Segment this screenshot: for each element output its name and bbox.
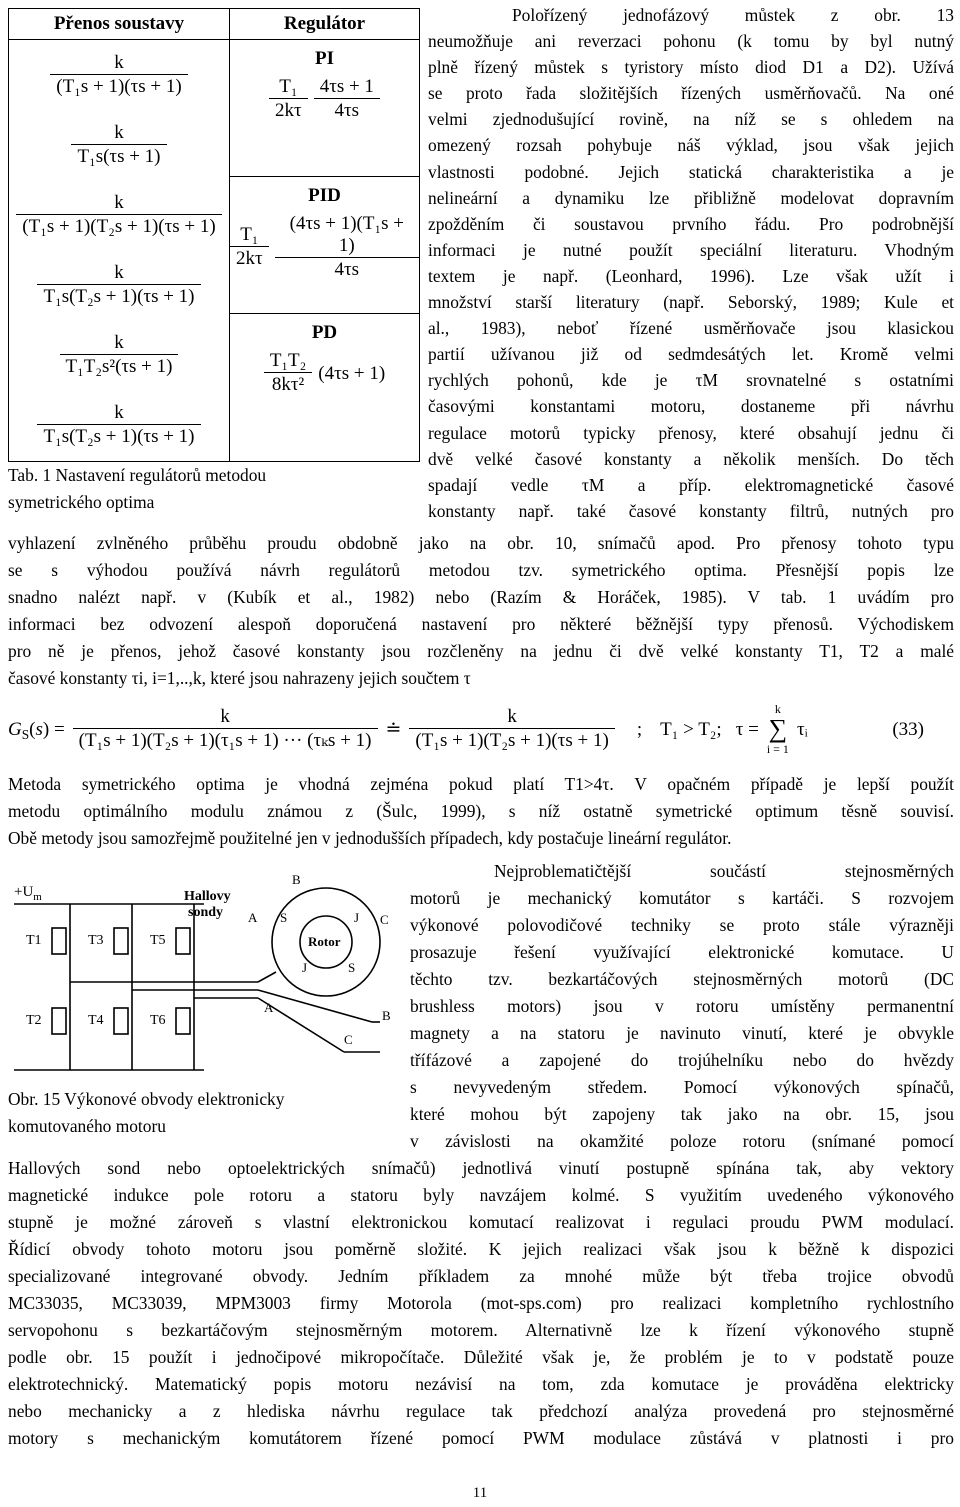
winding-label: C — [344, 1032, 353, 1047]
text-line: těchto tzv. bezkartáčových stejnosměrných motorů (DC — [410, 969, 954, 989]
paragraph-rectifiers — [428, 2, 954, 524]
fraction-num: k — [114, 332, 124, 354]
term-den: 4τs — [314, 98, 380, 123]
winding-label: A — [248, 910, 258, 925]
text-line: omezený rozsah pohybuje náš výklad, jsou však jejich — [428, 135, 954, 156]
text-line: s nevyvedeným středem. Pomocí výkonových spínačů, — [410, 1077, 954, 1097]
text-line: brushless motors) jsou v rotoru umístěny permanentní — [410, 996, 954, 1016]
term-den: 4τs — [275, 257, 419, 282]
text-line: motorů je mechanický komutátor s kartáči. S rozvojem — [410, 888, 954, 908]
fraction-num: k — [114, 402, 124, 424]
text-line: v závislosti na okamžité poloze rotoru (snímané pomocí — [410, 1131, 954, 1151]
text-line: spadají vedle τM a příp. elektromagnetické časové — [428, 474, 954, 495]
fraction-den: T₁s(τs + 1) — [71, 144, 166, 169]
fraction-num: k — [507, 705, 517, 727]
coef-den: 8kτ² — [264, 372, 312, 397]
controller-name: PI — [315, 48, 334, 69]
paragraph-control — [8, 1155, 954, 1452]
text-line: elektrotechnický. Matematický popis motoru nezávisí na tom, zda komutace je prováděna elektricky — [8, 1374, 954, 1394]
text-line: časovými konstantami motoru, dostaneme při návrhu — [428, 396, 954, 417]
caption-line: symetrického optima — [8, 492, 155, 512]
text-line: nebo mechanicky a z hlediska návrhu regulace tak předchozí analýza provedená pro stejnosměrné — [8, 1401, 954, 1421]
text-line: dvě velké časové konstanty a několik menších. Do těch — [428, 448, 954, 469]
controller-formula — [230, 76, 419, 123]
text-line: se s výhodou používá návrh regulátorů metodou tzv. symetrického optima. Přesnější popis lze — [8, 560, 954, 580]
fraction-num: k — [114, 121, 124, 143]
coef-num: T₁T₂ — [269, 350, 307, 371]
text-line: snadno nalézt např. v (Kubík et al., 1982) nebo (Razím & Horáček, 1985). V tab. 1 uvádím pro — [8, 587, 954, 607]
condition-2: τ = — [735, 718, 759, 740]
winding-label: B — [292, 872, 301, 887]
table-caption — [8, 462, 418, 516]
text-line: prosazuje řešení využívající elektronické komutace. U — [410, 942, 954, 962]
text-line: magnetické indukce pole rotoru a statoru byly navzájem kolmé. S využitím uvedeného výkonového — [8, 1185, 954, 1205]
text-line: motory s mechanickým komutátorem řízené pomocí PWM modulace zůstává v platnosti i pro — [8, 1428, 954, 1448]
system-transfer-2 — [9, 122, 229, 169]
caption-line: komutovaného motoru — [8, 1116, 166, 1136]
system-transfer-3 — [9, 192, 229, 239]
winding-label: B — [382, 1008, 391, 1023]
sum-term: τᵢ — [796, 718, 808, 740]
figure-caption — [8, 1086, 398, 1140]
text-line: Obě metody jsou samozřejmě použitelné jen v jednodušších případech, kdy postačuje lineární regulátor. — [8, 828, 732, 848]
fraction-den: (T₁s + 1)(τs + 1) — [50, 74, 187, 99]
transistor-label: T4 — [88, 1013, 104, 1028]
condition-1: T₁ > T₂; — [660, 718, 722, 740]
winding-label: S — [348, 960, 356, 975]
fraction-den: T₁T₂s²(τs + 1) — [60, 354, 179, 379]
fraction-den: T₁s(T₂s + 1)(τs + 1) — [37, 284, 200, 309]
fraction-den: (T₁s + 1)(T₂s + 1)(τs + 1) — [409, 728, 614, 753]
paragraph-method — [8, 771, 954, 852]
text-line: Metoda symetrického optima je vhodná zejména pokud platí T1>4τ. V opačném případě je lepší použít — [8, 774, 954, 794]
text-line: výkonové polovodičové techniky se proto stále výrazněji — [410, 915, 954, 935]
text-line: zpožděním či soustavou prvního řádu. Pro podrobnější — [428, 213, 954, 234]
transistor-label: T6 — [150, 1013, 166, 1028]
text-line: třífázové a zapojené do trojúhelníku nebo do hvězdy — [410, 1050, 954, 1070]
controller-formula — [230, 213, 419, 282]
text-line: magnety a na statoru je navinuto vinutí, které je obvykle — [410, 1023, 954, 1043]
equation-33: $G_S(s)$ = $\frac{k}{\text{(T₁s + 1)(T₂s + 1)(τ₁s + 1) ··· (τₖs + 1)}}$ ≐ $\frac{k}{\text{(T₁s + 1)(T₂s + 1)(τs + 1)}}$ ; T₁ > T₂; τ = k ∑ i = 1 τᵢ (33) — [8, 702, 924, 756]
coef-num: T₁ — [240, 224, 259, 245]
text-line: Řídicí obvody tohoto motoru jsou poměrně složité. K jejich realizaci však jsou k běžně k dispozici — [8, 1239, 954, 1259]
equation-lhs: $G_S(s)$ = — [8, 718, 65, 742]
text-line: metodu optimálního modulu známou z (Šulc, 1999), s níž ostatně symetrické optimum těsně souvisí. — [8, 801, 954, 821]
text-line: rychlých pohonů, kde je τM srovnatelné s ostatními — [428, 370, 954, 391]
winding-label: S — [280, 910, 288, 925]
supply-label: $+U_m$ — [14, 884, 42, 903]
text-line: pro ně je přenos, jehož časové konstanty jsou rozčleněny na jednu či dvě velké konstanty T1, T2 a malé — [8, 641, 954, 661]
controller-pd — [230, 314, 419, 461]
approx-sign: ≐ — [385, 718, 402, 740]
controller-name: PID — [308, 185, 341, 206]
text-line: plně řízený můstek s tyristory místo diod D1 a D2). Užívá — [428, 57, 954, 78]
equation-fraction-2 — [409, 706, 614, 753]
text-line: stupně je možné zároveň s vlastní elektronickou komutací realizovat i regulaci proudu PWM modulací. — [8, 1212, 954, 1232]
system-transfer-5 — [9, 332, 229, 379]
term: (4τs + 1) — [318, 363, 386, 384]
equation-number: (33) — [892, 718, 924, 740]
text-line: servopohonu s bezkartáčovým stejnosměrným motorem. Alternativně lze k řízení výkonového stupně — [8, 1320, 954, 1340]
system-transfer-4 — [9, 262, 229, 309]
winding-label: J — [354, 910, 360, 925]
text-line: časové konstanty τi, i=1,..,k, které jsou nahrazeny jejich součtem τ — [8, 668, 471, 688]
text-line: vyhlazení zvlněného průběhu proudu obdobně jako na obr. 10, snímačů apod. Pro přenosy tohoto typu — [8, 533, 954, 553]
sum-top: k — [774, 702, 781, 716]
controller-column — [230, 40, 420, 462]
text-line: Polořízený jednofázový můstek z obr. 13 — [512, 5, 954, 25]
winding-label: J — [302, 960, 308, 975]
controller-formula — [230, 350, 419, 397]
text-line: partií užívanou již od sedmdesátých let. Kromě velmi — [428, 344, 954, 365]
text-line: velmi zjednodušující rovině, na níž se s ohledem na — [428, 109, 954, 130]
controller-pid — [230, 177, 419, 314]
text-line: regulace motorů typicky přenosy, které obsahují jednu či — [428, 422, 954, 443]
rotor-label: Rotor — [308, 934, 341, 949]
paragraph-brushless — [410, 858, 954, 1155]
transistor-label: T5 — [150, 933, 166, 948]
transistor-label: T2 — [26, 1013, 42, 1028]
fraction-den: (T₁s + 1)(T₂s + 1)(τ₁s + 1) ··· (τₖs + 1) — [73, 728, 378, 753]
text-line: textem je např. (Leonhard, 1996). Lze však užít i — [428, 265, 954, 286]
text-line: neumožňuje ani reverzaci pohonu (k tomu by byl nutný — [428, 31, 954, 52]
term-num: 4τs + 1 — [319, 76, 374, 97]
system-column — [9, 40, 230, 462]
text-line: konstanty např. také časové konstanty filtrů, nutných pro — [428, 500, 954, 521]
coef-den: 2kτ — [269, 98, 308, 123]
caption-line: Obr. 15 Výkonové obvody elektronicky — [8, 1089, 285, 1109]
hall-label: sondy — [188, 905, 224, 920]
controller-name: PD — [311, 322, 338, 343]
sum-symbol: k ∑ i = 1 — [766, 702, 789, 756]
text-line: informaci bez odvození alespoň doporučená nastavení pro některé běžnější typy přenosů. Východiskem — [8, 614, 954, 634]
settings-table — [8, 8, 420, 462]
system-transfer-1 — [9, 52, 229, 99]
table-header-system: Přenos soustavy — [9, 9, 230, 40]
text-line: Nejproblematičtější součástí stejnosměrných — [494, 861, 954, 881]
table-header-controller: Regulátor — [230, 9, 420, 40]
text-line: specializované integrované obvody. Jedním příkladem za mnohé může být třeba trojice obvodů — [8, 1266, 954, 1286]
text-line: množství starší literatury (např. Seborský, 1989; Kule et — [428, 292, 954, 313]
text-line: Hallových sond nebo optoelektrických snímačů) jednotlivá vinutí postupně spínána tak, aby vektory — [8, 1158, 954, 1178]
paragraph-symmetric-optimum — [8, 530, 954, 692]
fraction-num: k — [114, 191, 124, 213]
transistor-label: T1 — [26, 933, 42, 948]
system-list — [9, 40, 229, 461]
fraction-den: T₁s(T₂s + 1)(τs + 1) — [37, 424, 200, 449]
hall-label: Hallovy — [184, 889, 231, 904]
controller-pi — [230, 40, 419, 177]
page-number: 11 — [472, 1485, 488, 1501]
text-line: které mohou být zapojeny tak jako na obr. 15, jsou — [410, 1104, 954, 1124]
text-line: podle obr. 15 použít i jednočipové mikropočítače. Důležité však je, že problém je to v podstatě pouze — [8, 1347, 954, 1367]
transistor-label: T3 — [88, 933, 104, 948]
fraction-den: (T₁s + 1)(T₂s + 1)(τs + 1) — [16, 214, 221, 239]
term-num: (4τs + 1)(T₁s + 1) — [289, 213, 404, 256]
text-line: se proto řada složitějších řízených usměrňovačů. Na oné — [428, 83, 954, 104]
text-line: nelineární a dynamiku lze přibližně modelovat dopravním — [428, 187, 954, 208]
caption-line: Tab. 1 Nastavení regulátorů metodou — [8, 465, 267, 485]
winding-label: A — [264, 1000, 274, 1015]
equation-fraction-1 — [73, 706, 378, 753]
text-line: al., 1983), neboť řízené usměrňovače jsou klasickou — [428, 318, 954, 339]
winding-label: C — [380, 912, 389, 927]
system-transfer-6 — [9, 402, 229, 449]
text-line: informaci je nutné použít speciální literaturu. Vhodným — [428, 239, 954, 260]
text-line: MC33035, MC33039, MPM3003 firmy Motorola (mot-sps.com) pro realizaci kompletního rychlostního — [8, 1293, 954, 1313]
circuit-diagram — [8, 862, 398, 1084]
coef-num: T₁ — [279, 76, 298, 97]
coef-den: 2kτ — [230, 246, 269, 271]
fraction-num: k — [114, 51, 124, 73]
figure-15-circuit — [8, 862, 398, 1084]
fraction-num: k — [220, 705, 230, 727]
text-line: vlastnosti podobné. Jejich statická charakteristika a je — [428, 161, 954, 182]
fraction-num: k — [114, 262, 124, 284]
sum-bottom: i = 1 — [766, 742, 789, 756]
